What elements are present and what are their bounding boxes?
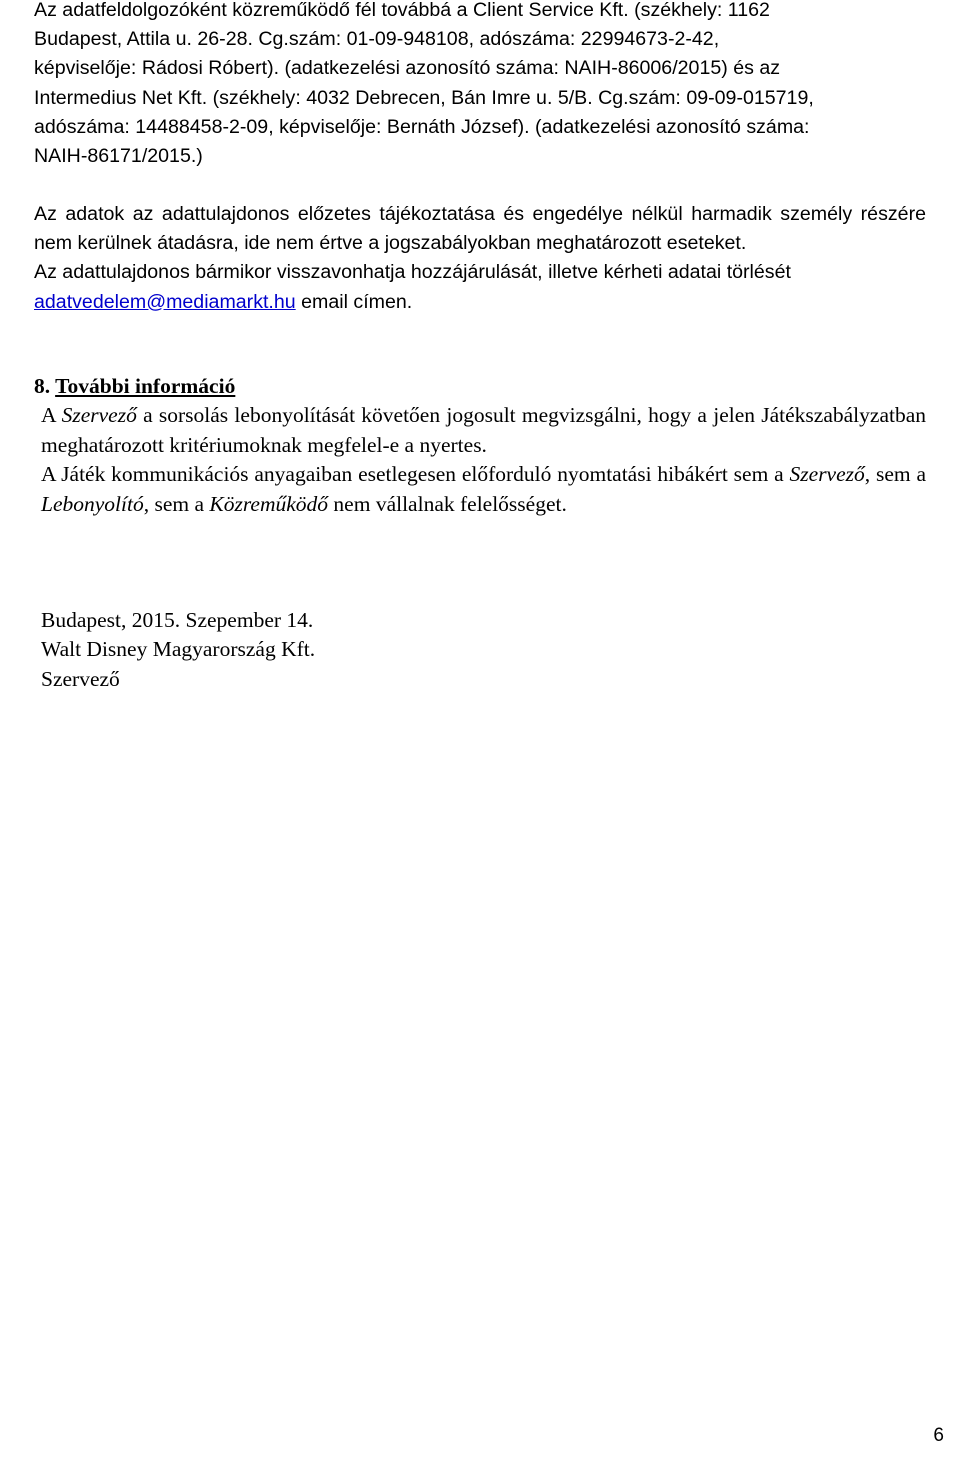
verification-text-rest: a sorsolás lebonyolítását követően jogosult megvizsgálni, hogy a jelen Játékszabályzatban meghatározott kritériumoknak megfelel-e a nyertes. — [41, 403, 926, 457]
conductor-term: Lebonyolító — [41, 491, 144, 516]
processor-line-2: Budapest, Attila u. 26-28. Cg.szám: 01-09-948108, adószáma: 22994673-2-42, — [34, 28, 720, 51]
place-date: Budapest, 2015. Szepember 14. — [41, 608, 314, 632]
signer-role: Szervező — [41, 666, 120, 691]
processor-paragraph — [34, 0, 926, 171]
privacy-email-link[interactable]: adatvedelem@mediamarkt.hu — [34, 290, 296, 313]
company-name: Walt Disney Magyarország Kft. — [41, 637, 316, 662]
data-sharing-text: Az adatok az adattulajdonos előzetes tájékoztatása és engedélye nélkül harmadik személy részére nem kerülnek átadásra, ide nem értve a jogszabályokban meghatározott eseteket. — [34, 203, 926, 255]
processor-line-3: képviselője: Rádosi Róbert). (adatkezelési azonosító száma: NAIH-86006/2015) és az — [34, 57, 781, 80]
processor-line-6: NAIH-86171/2015.) — [34, 145, 203, 168]
liability-separator-2: , sem a — [143, 491, 210, 516]
further-information-section — [34, 372, 926, 519]
data-withdrawal-sentence: Az adattulajdonos bármikor visszavonhatja hozzájárulását, illetve kérheti adatai törlését — [34, 261, 791, 284]
section-number: 8. — [34, 374, 51, 398]
liability-organizer-term: Szervező — [789, 462, 865, 487]
section-heading — [34, 372, 926, 401]
verification-text-start: A — [41, 403, 62, 428]
processor-line-4: Intermedius Net Kft. (székhely: 4032 Debrecen, Bán Imre u. 5/B. Cg.szám: 09-09-015719, — [34, 86, 814, 109]
data-withdrawal-text — [34, 258, 926, 316]
liability-text-start: A Játék kommunikációs anyagaiban esetlegesen előforduló nyomtatási hibákért sem a — [41, 462, 790, 487]
liability-text-end: nem vállalnak felelősséget. — [328, 491, 567, 516]
signature-block — [41, 606, 641, 694]
email-suffix: email címen. — [295, 290, 413, 313]
section-title: További információ — [55, 374, 236, 398]
page-number: 6 — [933, 1425, 944, 1446]
data-sharing-paragraph — [34, 200, 926, 317]
liability-separator-1: , sem a — [864, 462, 926, 487]
contributor-term: Közreműködő — [209, 491, 329, 516]
organizer-term: Szervező — [61, 403, 137, 428]
verification-paragraph — [34, 401, 926, 460]
processor-line-5: adószáma: 14488458-2-09, képviselője: Bernáth József). (adatkezelési azonosító száma: — [34, 115, 810, 138]
processor-line-1: Az adatfeldolgozóként közreműködő fél továbbá a Client Service Kft. (székhely: 1162 — [34, 0, 770, 21]
liability-paragraph — [34, 460, 926, 519]
